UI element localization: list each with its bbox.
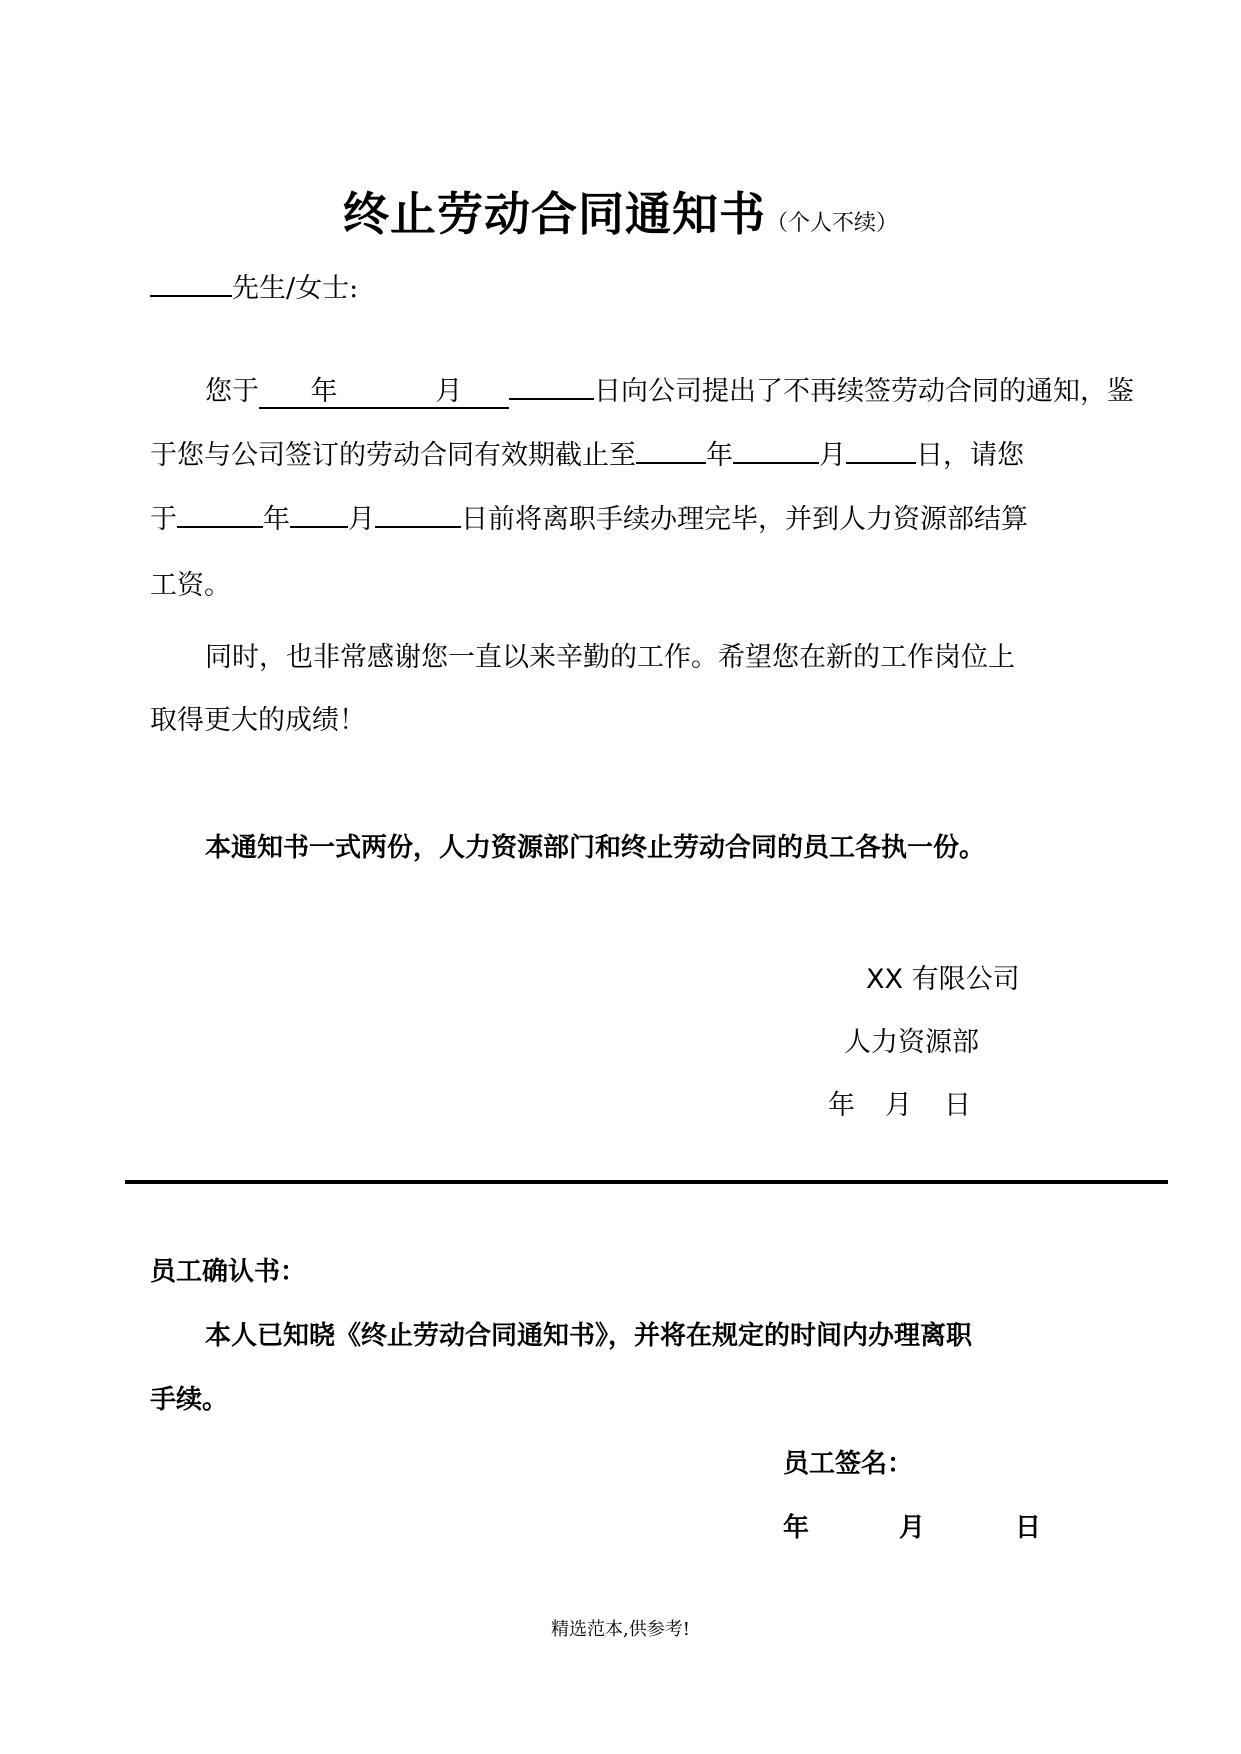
notice-text: 于: [150, 504, 177, 535]
document-title: [0, 178, 1241, 244]
day-label: 日: [944, 1090, 971, 1121]
title-subtitle: （个人不续）: [765, 211, 898, 236]
confirmation-heading: 员工确认书：: [150, 1257, 307, 1287]
year-label: 年: [783, 1513, 810, 1543]
year-label: 年: [706, 440, 733, 471]
year-label: 年: [828, 1090, 855, 1121]
notice-text: 您于: [205, 376, 259, 407]
salutation-line: [150, 265, 358, 307]
month-label: 月: [435, 376, 463, 407]
signature-label: 员工签名：: [783, 1449, 914, 1479]
notice-text: 于您与公司签订的劳动合同有效期截止至: [150, 440, 636, 471]
month-blank: [389, 377, 509, 409]
notice-text: 日向公司提出了不再续签劳动合同的通知，鉴: [594, 376, 1134, 407]
day-label: 日: [1015, 1513, 1042, 1543]
issuer-date: [828, 1088, 971, 1124]
notice-line-4: 工资。: [150, 570, 231, 601]
year-blank: [259, 377, 389, 409]
name-blank: [150, 265, 232, 297]
notice-text: 日前将离职手续办理完毕，并到人力资源部结算: [461, 504, 1028, 535]
notice-line-3: [150, 496, 1028, 538]
month-label: 月: [885, 1090, 912, 1121]
confirmation-line-1: 本人已知晓《终止劳动合同通知书》，并将在规定的时间内办理离职: [205, 1321, 973, 1351]
month-blank: [733, 432, 819, 464]
month-label: 月: [819, 440, 846, 471]
year-blank: [636, 432, 706, 464]
confirmation-date: [783, 1510, 1041, 1546]
title-main: 终止劳动合同通知书: [342, 187, 766, 241]
confirmation-line-2: 手续。: [150, 1385, 229, 1415]
salutation-text: 先生/女士:: [232, 273, 359, 304]
year-label: 年: [310, 376, 338, 407]
copies-note: 本通知书一式两份，人力资源部门和终止劳动合同的员工各执一份。: [205, 833, 986, 863]
month-label: 月: [348, 504, 375, 535]
gratitude-line-2: 取得更大的成绩！: [150, 705, 366, 736]
day-blank: [846, 432, 916, 464]
section-divider: [125, 1180, 1168, 1184]
day-blank: [509, 368, 594, 400]
issuer-company: XX 有限公司: [866, 964, 1020, 995]
year-blank: [177, 496, 263, 528]
issuer-department: 人力资源部: [844, 1027, 979, 1058]
notice-text: 日，请您: [916, 440, 1024, 471]
gratitude-line-1: 同时，也非常感谢您一直以来辛勤的工作。希望您在新的工作岗位上: [205, 642, 1015, 673]
day-blank: [375, 496, 461, 528]
page-footer: 精选范本,供参考!: [551, 1619, 690, 1640]
year-label: 年: [263, 504, 290, 535]
month-blank: [290, 496, 348, 528]
month-label: 月: [899, 1513, 926, 1543]
notice-line-2: [150, 432, 1024, 474]
notice-line-1: [205, 368, 1134, 410]
